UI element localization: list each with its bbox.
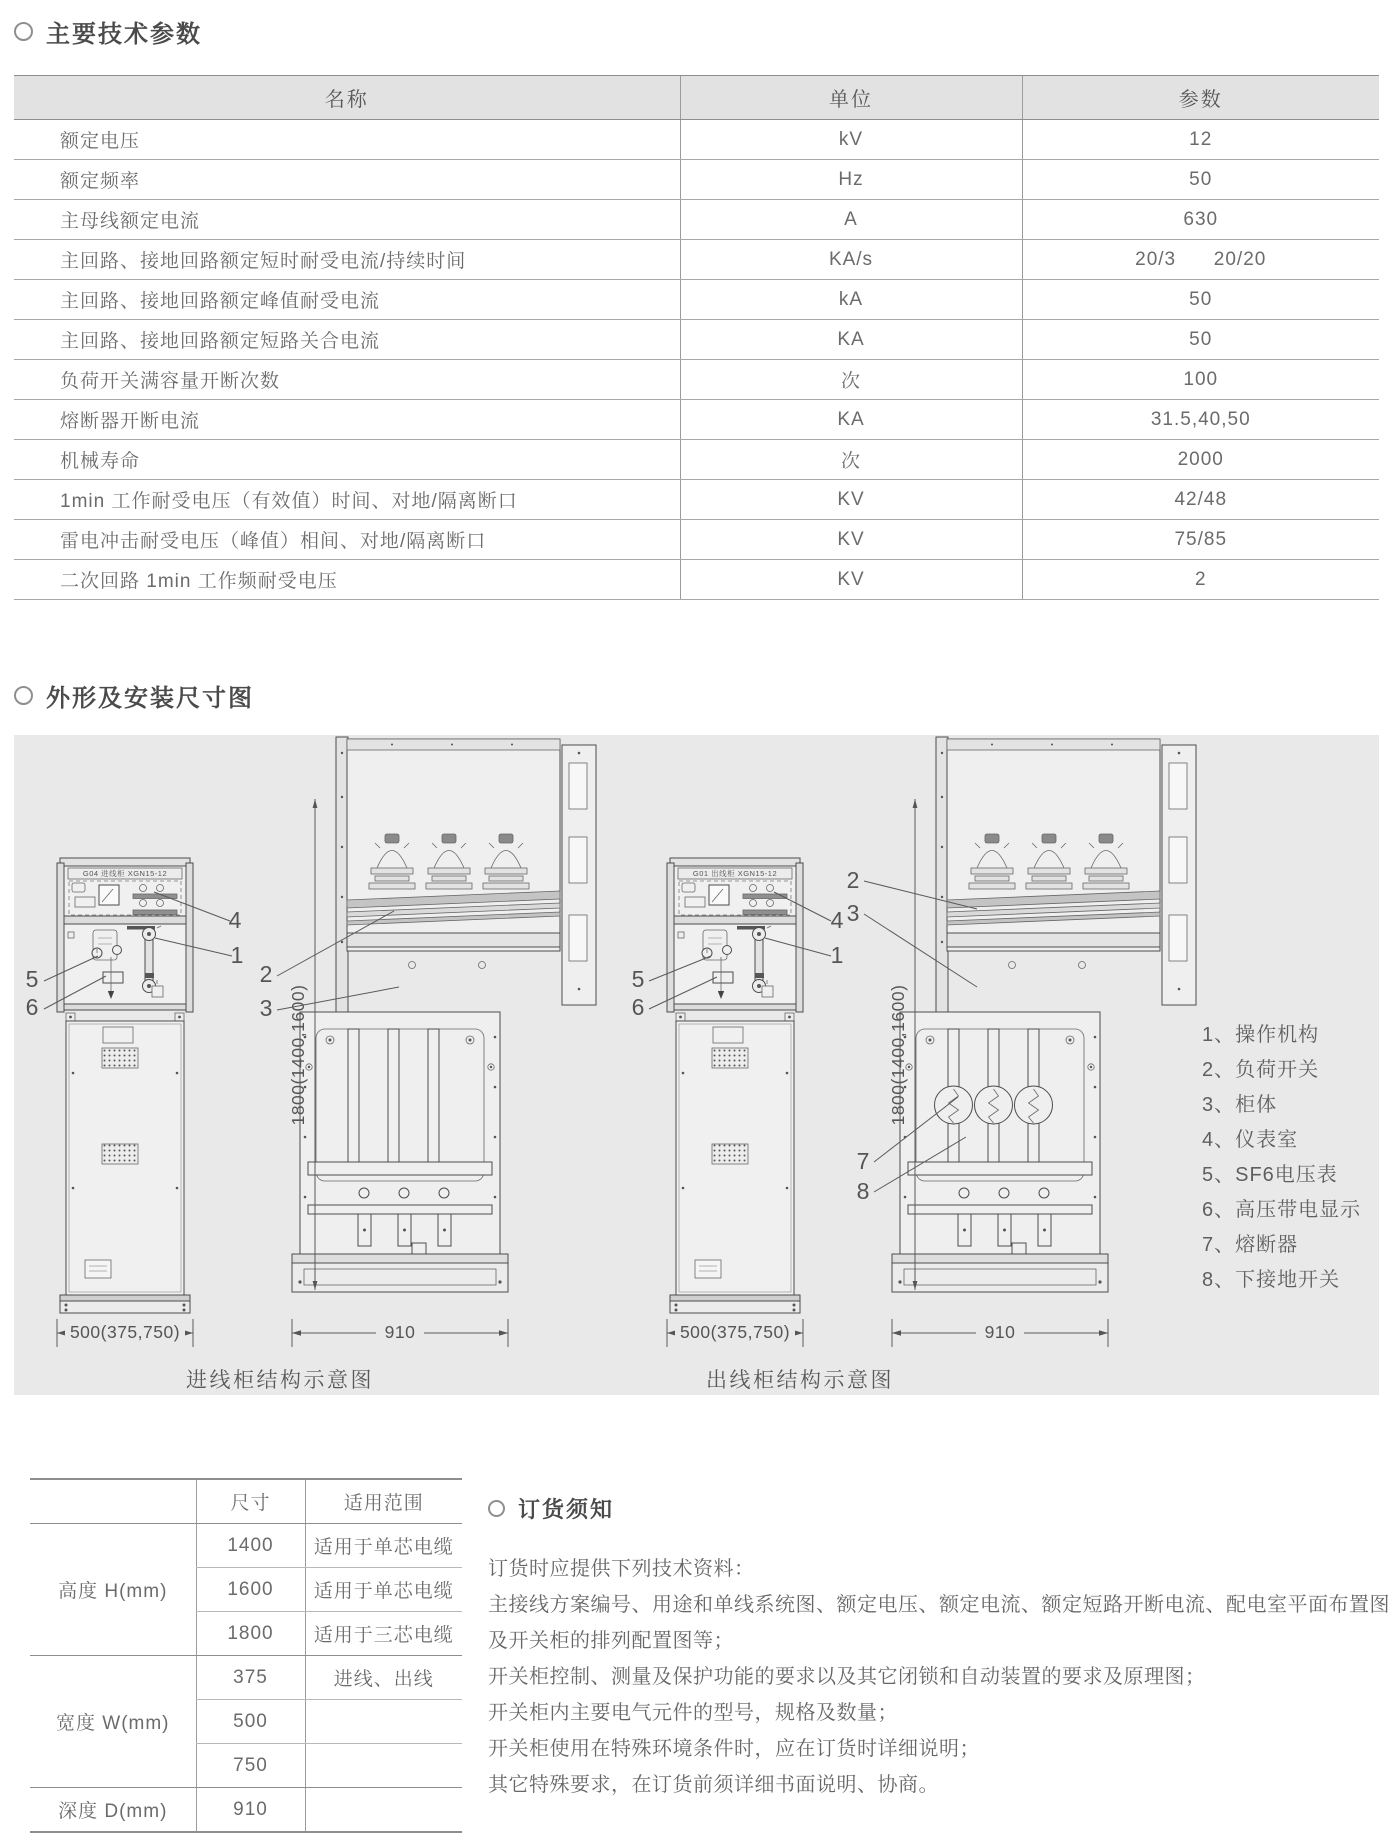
- section-title-params: [14, 14, 202, 49]
- param-name: 1min 工作耐受电压（有效值）时间、对地/隔离断口: [14, 480, 680, 520]
- param-value: 630: [1022, 200, 1379, 240]
- dims-size: 1600: [196, 1568, 305, 1612]
- outgoing-caption: 出线柜结构示意图: [706, 1369, 894, 1392]
- tech-params-table: [14, 75, 1379, 600]
- callout-5: 5: [25, 966, 39, 992]
- circle-bullet-icon: [14, 22, 33, 41]
- legend-item: 8、下接地开关: [1202, 1269, 1341, 1291]
- legend-item: 5、SF6电压表: [1202, 1164, 1338, 1186]
- section-title-ordering: [488, 1493, 614, 1524]
- dims-col-size: 尺寸: [196, 1479, 305, 1524]
- param-name: 熔断器开断电流: [14, 400, 680, 440]
- dims-size: 500: [196, 1700, 305, 1744]
- param-name: 主回路、接地回路额定短路关合电流: [14, 320, 680, 360]
- outgoing-cabinet-nameplate: G01 出线柜 XGN15-12: [692, 869, 778, 878]
- callout-5: 5: [631, 966, 645, 992]
- callout-3: 3: [846, 900, 860, 926]
- incoming-cabinet-structure-view: [292, 737, 596, 1292]
- callout-6: 6: [25, 994, 39, 1020]
- outgoing-depth-dimension: [892, 1319, 1108, 1347]
- dims-corner-cell: [30, 1479, 196, 1524]
- circle-bullet-icon: [14, 686, 33, 705]
- table-header-row: [14, 76, 1379, 120]
- callout-7: 7: [856, 1148, 870, 1174]
- depth-dim-label: 910: [384, 1322, 416, 1342]
- col-header-unit: 单位: [680, 76, 1022, 120]
- dims-size: 1400: [196, 1524, 305, 1568]
- param-value: 12: [1022, 120, 1379, 160]
- ordering-item: 开关柜使用在特殊环境条件时，应在订货时详细说明；: [488, 1738, 980, 1760]
- param-name: 雷电冲击耐受电压（峰值）相间、对地/隔离断口: [14, 520, 680, 560]
- table-row: [14, 400, 1379, 440]
- incoming-cabinet-front-view: [57, 858, 193, 1313]
- dimension-drawings: [14, 735, 1379, 1395]
- table-row: [14, 160, 1379, 200]
- dimensions-table: [30, 1478, 462, 1833]
- param-unit: kA: [680, 280, 1022, 320]
- outgoing-cabinet-front-view: [667, 858, 803, 1313]
- width-dim-label: 500(375,750): [679, 1322, 791, 1342]
- callout-2: 2: [259, 961, 273, 987]
- dims-size: 1800: [196, 1612, 305, 1656]
- ordering-item: 主接线方案编号、用途和单线系统图、额定电压、额定电流、额定短路开断电流、配电室平面布置图及开关柜的排列配置图等；: [488, 1594, 1390, 1652]
- param-value: 31.5,40,50: [1022, 400, 1379, 440]
- drawing-panel: [14, 735, 1379, 1395]
- param-unit: 次: [680, 440, 1022, 480]
- param-unit: Hz: [680, 160, 1022, 200]
- width-dim-label: 500(375,750): [69, 1322, 181, 1342]
- param-value: 50: [1022, 320, 1379, 360]
- fuse-assemblies: [935, 1086, 1053, 1124]
- dims-range: 适用于单芯电缆: [305, 1524, 462, 1568]
- ordering-item: 开关柜控制、测量及保护功能的要求以及其它闭锁和自动装置的要求及原理图；: [488, 1666, 1206, 1688]
- callout-2: 2: [846, 867, 860, 893]
- dims-range: [305, 1788, 462, 1833]
- callout-8: 8: [856, 1178, 870, 1204]
- legend-item: 7、熔断器: [1202, 1234, 1299, 1256]
- incoming-width-dimension: [57, 1319, 193, 1347]
- param-value: 50: [1022, 160, 1379, 200]
- section-title: 外形及安装尺寸图: [46, 685, 254, 712]
- callout-1: 1: [230, 942, 244, 968]
- height-label: 高度 H(mm): [30, 1524, 196, 1656]
- page-title: 主要技术参数: [46, 21, 202, 48]
- table-row: [14, 480, 1379, 520]
- param-value: 42/48: [1022, 480, 1379, 520]
- param-unit: kV: [680, 120, 1022, 160]
- param-value: 50: [1022, 280, 1379, 320]
- section-title-drawing: [14, 678, 254, 713]
- param-value: 2: [1022, 560, 1379, 600]
- ordering-notes: [488, 1551, 1393, 1803]
- table-row: [14, 440, 1379, 480]
- table-row: [14, 120, 1379, 160]
- legend-item: 1、操作机构: [1202, 1024, 1320, 1046]
- ordering-intro: 订货时应提供下列技术资料：: [488, 1558, 755, 1580]
- callout-4: 4: [830, 907, 844, 933]
- dims-range: [305, 1744, 462, 1788]
- incoming-cabinet-nameplate: G04 进线柜 XGN15-12: [82, 869, 168, 878]
- circle-bullet-icon: [488, 1500, 505, 1517]
- param-name: 机械寿命: [14, 440, 680, 480]
- dims-size: 375: [196, 1656, 305, 1700]
- legend-item: 2、负荷开关: [1202, 1059, 1320, 1081]
- callout-1: 1: [830, 942, 844, 968]
- col-header-value: 参数: [1022, 76, 1379, 120]
- depth-dim-label: 910: [984, 1322, 1016, 1342]
- legend-item: 6、高压带电显示: [1202, 1199, 1362, 1221]
- param-value: 100: [1022, 360, 1379, 400]
- dims-range: [305, 1700, 462, 1744]
- table-row: [14, 520, 1379, 560]
- table-row: [14, 320, 1379, 360]
- table-row: [14, 280, 1379, 320]
- width-label: 宽度 W(mm): [30, 1656, 196, 1788]
- outgoing-width-dimension: [667, 1319, 803, 1347]
- depth-label: 深度 D(mm): [30, 1788, 196, 1833]
- param-unit: KA: [680, 400, 1022, 440]
- ordering-title: 订货须知: [518, 1497, 615, 1522]
- ordering-item: 开关柜内主要电气元件的型号，规格及数量；: [488, 1702, 898, 1724]
- table-row: [30, 1656, 462, 1700]
- legend-item: 4、仪表室: [1202, 1129, 1299, 1151]
- param-name: 负荷开关满容量开断次数: [14, 360, 680, 400]
- incoming-caption: 进线柜结构示意图: [186, 1369, 374, 1392]
- height-dim-label: 1800(1400,1600): [288, 984, 308, 1126]
- dims-header-row: [30, 1479, 462, 1524]
- dims-range: 适用于三芯电缆: [305, 1612, 462, 1656]
- outgoing-cabinet-structure-view: [892, 737, 1196, 1292]
- incoming-depth-dimension: [292, 1319, 508, 1347]
- dims-col-range: 适用范围: [305, 1479, 462, 1524]
- param-name: 二次回路 1min 工作频耐受电压: [14, 560, 680, 600]
- dims-range: 适用于单芯电缆: [305, 1568, 462, 1612]
- param-unit: KV: [680, 480, 1022, 520]
- param-unit: A: [680, 200, 1022, 240]
- param-value: 75/85: [1022, 520, 1379, 560]
- param-name: 主母线额定电流: [14, 200, 680, 240]
- table-row: [30, 1524, 462, 1568]
- dims-size: 910: [196, 1788, 305, 1833]
- param-name: 主回路、接地回路额定短时耐受电流/持续时间: [14, 240, 680, 280]
- param-name: 主回路、接地回路额定峰值耐受电流: [14, 280, 680, 320]
- callout-4: 4: [228, 907, 242, 933]
- param-value: 2000: [1022, 440, 1379, 480]
- callout-6: 6: [631, 994, 645, 1020]
- param-unit: 次: [680, 360, 1022, 400]
- callout-3: 3: [259, 995, 273, 1021]
- table-row: [14, 200, 1379, 240]
- dims-range: 进线、出线: [305, 1656, 462, 1700]
- param-name: 额定频率: [14, 160, 680, 200]
- legend-item: 3、柜体: [1202, 1094, 1278, 1116]
- parts-legend: [1202, 1018, 1379, 1298]
- param-unit: KV: [680, 560, 1022, 600]
- ordering-item: 其它特殊要求，在订货前须详细书面说明、协商。: [488, 1774, 939, 1796]
- param-unit: KA/s: [680, 240, 1022, 280]
- height-dim-label: 1800(1400,1600): [888, 984, 908, 1126]
- table-row: [14, 360, 1379, 400]
- dims-size: 750: [196, 1744, 305, 1788]
- table-row: [30, 1788, 462, 1833]
- param-value: 20/3 20/20: [1022, 240, 1379, 280]
- col-header-name: 名称: [14, 76, 680, 120]
- table-row: [14, 560, 1379, 600]
- param-name: 额定电压: [14, 120, 680, 160]
- param-unit: KV: [680, 520, 1022, 560]
- table-row: [14, 240, 1379, 280]
- param-unit: KA: [680, 320, 1022, 360]
